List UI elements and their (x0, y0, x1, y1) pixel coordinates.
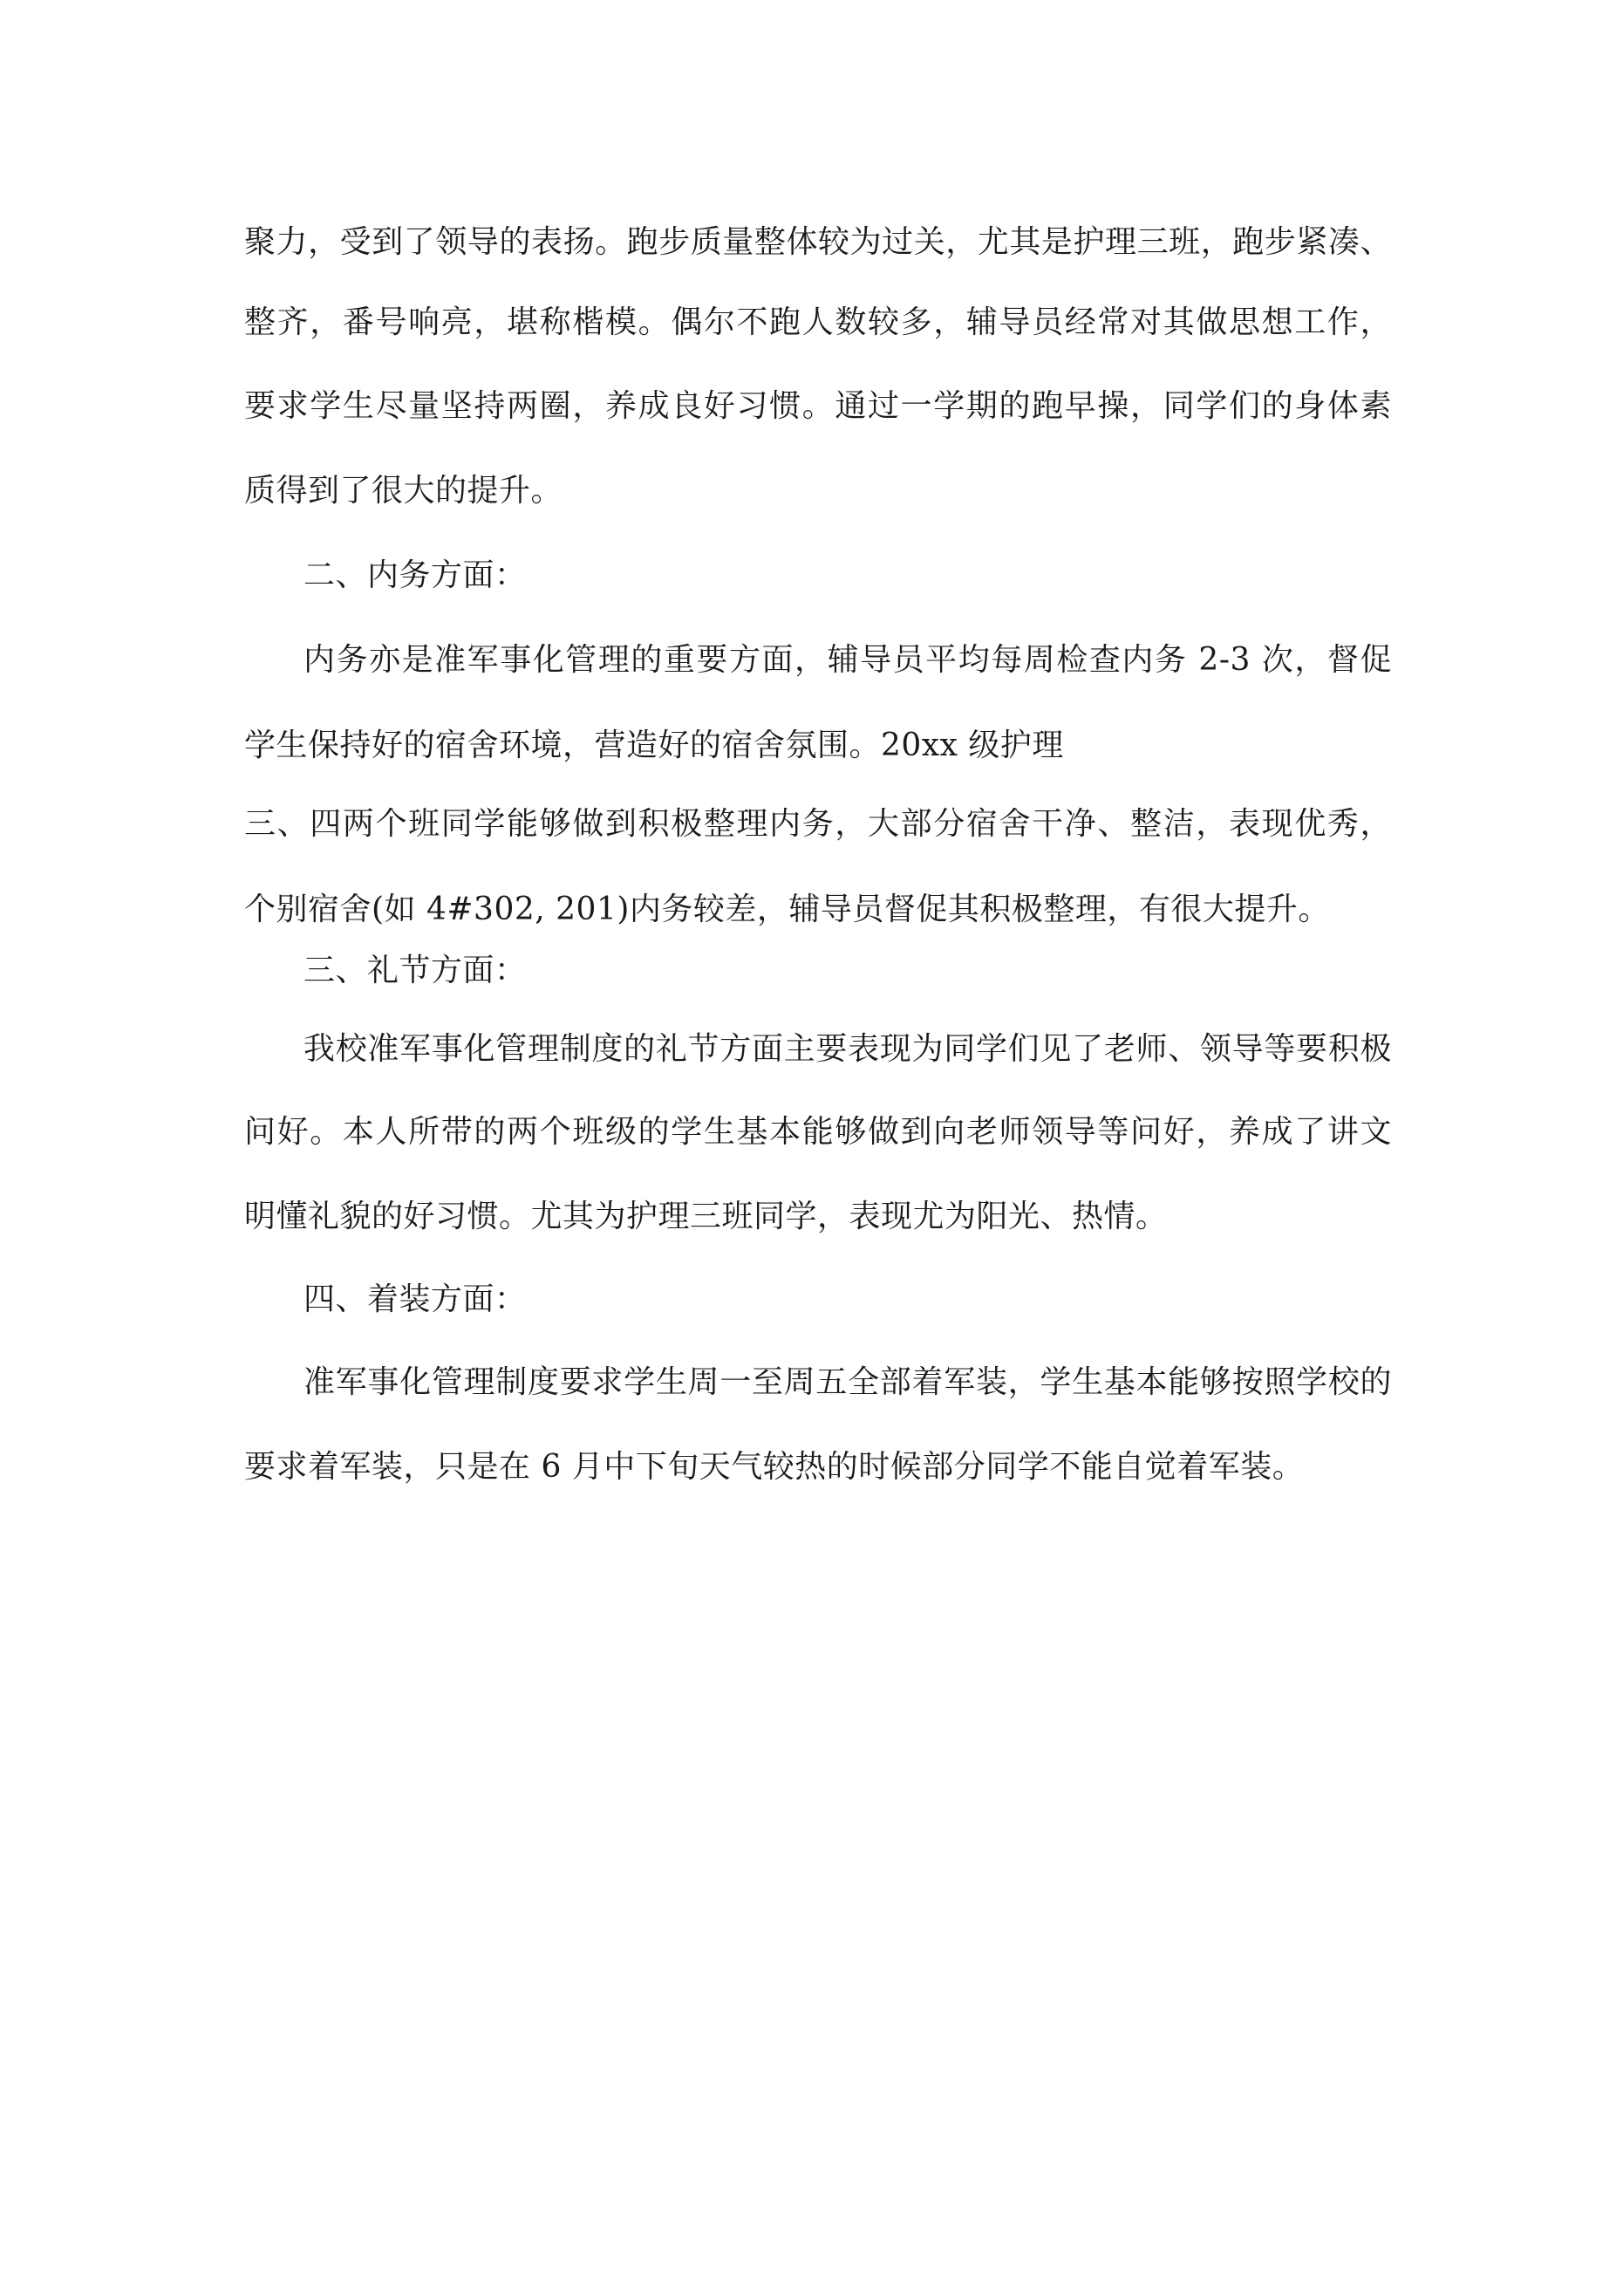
section-heading: 二、内务方面： (303, 557, 527, 593)
paragraph-line: 聚力，受到了领导的表扬。跑步质量整体较为过关，尤其是护理三班，跑步紧凑、 (244, 224, 1392, 260)
paragraph-line: 整齐，番号响亮，堪称楷模。偶尔不跑人数较多，辅导员经常对其做思想工作， (244, 304, 1392, 340)
section-heading: 三、礼节方面： (303, 953, 527, 988)
paragraph-line: 明懂礼貌的好习惯。尤其为护理三班同学，表现尤为阳光、热情。 (244, 1199, 1168, 1234)
paragraph-line: 要求着军装，只是在 6 月中下旬天气较热的时候部分同学不能自觉着军装。 (244, 1449, 1305, 1485)
paragraph-line: 要求学生尽量坚持两圈，养成良好习惯。通过一学期的跑早操，同学们的身体素 (244, 388, 1392, 424)
paragraph-line: 个别宿舍(如 4#302, 201)内务较差，辅导员督促其积极整理，有很大提升。 (244, 892, 1330, 927)
paragraph-line: 三、四两个班同学能够做到积极整理内务，大部分宿舍干净、整洁，表现优秀， (244, 806, 1392, 842)
paragraph-line: 准军事化管理制度要求学生周一至周五全部着军装，学生基本能够按照学校的 (303, 1364, 1392, 1400)
section-heading: 四、着装方面： (303, 1281, 527, 1317)
paragraph-line: 问好。本人所带的两个班级的学生基本能够做到向老师领导等问好，养成了讲文 (244, 1114, 1392, 1150)
paragraph-line: 质得到了很大的提升。 (244, 473, 563, 509)
paragraph-line: 我校准军事化管理制度的礼节方面主要表现为同学们见了老师、领导等要积极 (303, 1031, 1392, 1067)
paragraph-line: 学生保持好的宿舍环境，营造好的宿舍氛围。20xx 级护理 (244, 728, 1064, 763)
paragraph-line: 内务亦是准军事化管理的重要方面，辅导员平均每周检查内务 2-3 次，督促 (303, 642, 1392, 678)
